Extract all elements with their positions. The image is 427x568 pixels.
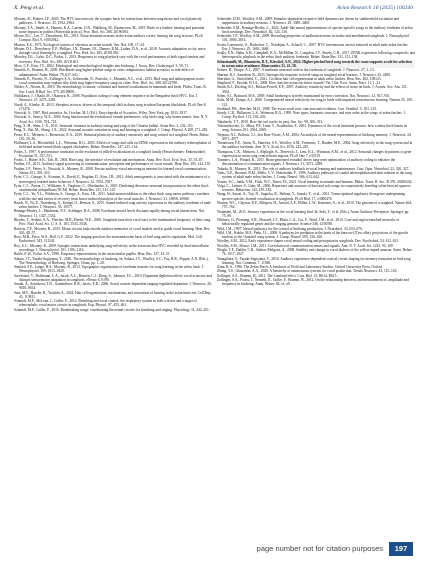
reference-entry: Vates, G.E., Broome, B.M., Mello, C.V., Nottebohm, F., 1996. Auditory pathways of caudal telencephalon and their relation to the song system of adult male zebra finches. J. Comp. Neurol. 366, 613–642.: [217, 171, 412, 180]
reference-entry: Sober, S.J., Brainard, M.S., 2009. Adult birdsong is actively maintained by error correction. Nat. Neurosci. 12, 927–931.: [217, 94, 391, 99]
reference-entry: Nishikawa, J., Okada, M., Okanoya, K., 2008. Population coding of song element sequence in the Bengalese finch HVC. Eur. J. Neurosci. 27, 3273–3283.: [14, 93, 198, 103]
reference-entry: Sharma, K.J., Sarrafian, B., 2023. Interspecific response to novel songs in songbird vocal learners. J. Neurosci. 43, 4490.: [217, 72, 391, 77]
reference-entry: Rauch, N., Ni, E., Nurenberg, A., Kempf, O., Bencze, S., 2015. Sound-induced song activity expression in the auditory forebrain of male zebra finches. J. Neurosci. 35, 10377.: [14, 200, 211, 210]
reference-entry: Roberts, T.F., Mooney, R., 2013. Motor circuits help encode auditory memories of vocal models used to guide vocal learning. Hear. Res. 303, 48–57.: [14, 226, 211, 235]
reference-entry: Phillmore, L.S., Bloomfield, L.L., Weisman, R.G., 2003. Effects of songs and calls on ZENK expression in the auditory telencephalon of field-and isolate-reared black capped chickadees. Behav. Brain Res. 147, 125–134.: [14, 141, 211, 150]
reference-entry: Moseley, D.L., Lahti, D.C., Podos, J., 2013. Responses to song playback vary with the vocal performance of both signal senders and receivers. Proc. Biol. Sci. 280, 20131401.: [14, 55, 205, 64]
journal-citation: Avian Research 16 (2025) 100240: [336, 5, 413, 11]
reference-entry: Pytte, C.L., Parent, C., Wildstein, S., Varghese, C., Oberlander, S., 2010. Deafening decreases neuronal incorporation in the zebra finch caudomedial nidopallium (NCM). Behav. Brain Res. 211, 141–147.: [14, 183, 209, 193]
reference-entry: Whitney, O., Pfenning, A.R., Howard, J.T., Blatti, C.A., Liu, F., Ward, J.M., et al., 2014. Core and region-enriched networks of behaviorally regulated genes and the singing genome. Science 346, 1256780.: [217, 218, 400, 227]
reference-entry: Nowicki, S., 1987. Bird acoustics. In: Crocker, M.J. (Ed.), Encyclopedia of Acoustics. Wiley, New York, pp. 1813–1817.: [14, 111, 188, 116]
reference-entry: Ruble, E.W., Fodor, S.A., 1998. Frequency representation in the avian basilar papilla. Hear. Res. 127, 43–51.: [14, 252, 171, 257]
reference-entry: Sturdy, C.B., Phillmore, L.S., Weisman, R.G., 1999. Note types, harmonic structure, and note order in the songs of zebra finches. J. Comp. Psychol. 113, 194–203.: [217, 111, 406, 120]
reference-entry: Schneider, D.M., Woolley, S.M., 2009. Stimulus-dependent receptive field dynamics are driven by subthreshold excitation and suppression in auditory neurons. J. Neurosci. 29, 3389–3400.: [217, 17, 400, 26]
page-footer: [0, 542, 427, 558]
reference-entry: Ross, M.R., Price, W.S., Ball, G.F., 2022. The singing question: the neuroendocrine basis of bird song and its regulation. Mol. Cell. Endocrinol. 545, 111541.: [14, 235, 203, 244]
reference-entry: Timmers, L.A., Pinaud, R., 2011. Brain-generated estradiol drives long-term optimization of auditory coding to enhance the discrimination of communication signals. J. Neurosci. 31, 3273–3289.: [217, 158, 396, 167]
reference-entry: Prather, J.F., 2013. Auditory signal processing in communication: perception and performance of vocal sounds. Hear. Res. 305, 144–155.: [14, 162, 212, 167]
reference-entry: Scotto-Lomassese, S., Rochefort, C., Nshdejan, A., Scharff, C., 2007. HVC interneurons are not renewed in adult male zebra finches. Eur. J. Neurosci. 25, 1663–1668.: [217, 42, 409, 51]
reference-entry: Podos, J., 1997. A performance constraint on the evolution of trilled vocalizations in a songbird family (Passeriformes: Emberizidae). Evolution 51, 537–551.: [14, 149, 206, 158]
reference-entry: Nemeth, E., Brumm, H., 2009. Blackbirds sing higher-pitched songs in cities: adaptation to habitat acoustics or side-effect of urbanization? Anim. Behav. 78, 637–641.: [14, 68, 194, 77]
reference-entry: Pytte, C.L., George, S., Korman, S., David, E., Bogdan, D., Kirn, J.R., 2012. Adult neurogenesis is associated with the maintenance of a stereotyped, learned motor behavior. J. Neurosci. 32, 7052–7057.: [14, 175, 210, 184]
reference-entry: Schmidt, M.F., McLean, J., Goller, F., 2012. Breathing and vocal control: the respiratory system as both a driver and a target of telencephalic vocal motor circuits in songbirds. Exp. Physiol. 97, 455–461.: [14, 299, 197, 308]
reference-entry: Wright, T.F., Dahlin, C.R., Salinas-Melgoza, A., 2008. Stability and change in vocal dialects of the yellow-naped amazon. Anim. Behav. 76, 1017–1027.: [217, 248, 413, 257]
reference-entry: Rhodes, T., Seibert, A.A., Fletcher, M.R., Beebe, W.E., 2006. Songbirds tune their vocal tract to the fundamental frequency of their song. Proc. Natl. Acad. Sci. U. S. A. 103, 5543–5546.: [14, 218, 212, 227]
reference-entry: Schneider, J.P., Woolley, S.M., 2009. Revealing properties of midbrain neurons in awake and anesthetized songbirds. J. Neurophysiol. 101, 3000–3014.: [217, 34, 410, 43]
reference-entry: Yanagihara, S., Yazaki-Sugiyama, Y., 2016. Auditory experience-dependent cortical circuit shaping for memory formation in bird song learning. Nat. Commun. 7, 11946.: [217, 256, 411, 265]
reference-entry: Sarvestani, V., Hoffmann, L.A., Jacob, A.L., Benzon, C.J., Dong, S., Johnson, F.L., 2019. Dopamine depletion affects vocal acoustics and disrupts sensorimotor adaptation in songbirds. eNeuro 6, 0190.: [14, 273, 212, 282]
reference-entry: Woolley, S.M., Moore, J.M., 2011. Coevolution in communication senses and signals. Ann. N. Y. Acad. Sci. 1225, 93–109.: [217, 243, 394, 248]
reference-entry: Mooney, T.A., Smith, A., Hansen, K.A., Larsen, O.N., Wahlberg, M., Rasmussen, M., 2019. Birds of a feather: hearing and potential noise impacts in puffins (Fratercula arctica). Proc. Biol. Sci. 286, 20190184.: [14, 25, 205, 34]
reference-entry: Sasaki, A., Sotnikova, T.D., Gainetdinov, R.R., Jarvis, E.D., 2006. Social context-dependent singing-regulated dopamine. J. Neurosci. 26, 9010–9014.: [14, 282, 212, 291]
reference-entry: Sakata, J.T., Yazaki-Sugiyama, Y., 2020. The neuroethology of birdsong. In: Sakata, J.T., Woolley, S.C., Fay, R.R., Popper, A.N. (Eds.), The Neuroethology of Birdsong. Springer, Cham, pp. 1–20.: [14, 256, 209, 265]
reference-entry: Peng, X., Bai, M., Sheng, J.X., 2022. Seasonal acoustic variation in song and hearing in a songbird. J. Comp. Physiol. A 208, 271–282.: [14, 128, 209, 133]
reference-entry: Zollinger, S.A., Brumm, H., 2011. The Lombard effect. Curr. Biol. 21, R614–R615.: [217, 273, 338, 278]
reference-entry: Thompson, C.K., Meitzen, J., Replogle, K., Drnevich, J., Lent, K.L., Wissman, A.M., et al., 2012. Seasonal changes in patterns of gene expression in avian song control brain regions. PLoS One 7, e35119.: [217, 149, 412, 158]
reference-entry: Takahashi, T.T., 2010. How the owl tracks its prey. Am. Sci. 98, 306–313.: [217, 119, 324, 124]
reference-entry: Wild, J.M., 1997. Neural pathways for the control of birdsong production. J. Neurobiol. 33, 653–670.: [217, 226, 363, 231]
reference-entry: Tokuda, R., Mooney, R., 2012. The role of auditory feedback in vocal learning and maintenance. Curr. Opin. Neurobiol. 22, 320–327.: [217, 166, 410, 171]
reference-entry: Nordt, A., Klenke, R., 2013. Sleepless in town: drivers of the temporal shift in dawn song in urban European blackbirds. PLoS One 8, e71476.: [14, 102, 207, 111]
reference-entry: Sato, M.F., Hasebe, R., Yoshida, S., 2024. Hair cell regeneration, mechanisms, and restoration of hearing in the avian inner ear. Cell Rep. 43, 113811.: [14, 290, 212, 299]
reference-entry: Scully, E.N., Hahn, A.H., Campbell, K.A., McMillan, N., Congdon, J.V., Sturdy, C.B., 2017. ZENK expression following conspecific and heterospecific playback in the zebra finch auditory forebrain. Behav. Brain Res. 331, 151–158.: [217, 51, 415, 60]
reference-entry: Sheridan, G., Stritchfield, C., 2021. Cochlear hair cell regeneration in adult zebra finches. Hear. Res. 402, 108123.: [217, 76, 382, 81]
reference-entry: Vernes, S.C., Janik, V.M., Fitch, W.T., Slater, P.J., 2021. Vocal learning in animals and humans. Philos. Trans. R. Soc. B 376, 20200234.: [217, 179, 413, 184]
reference-entry: Wang, H., Sawai, A., Toji, N., Sugioka, R., Shibata, Y., Suzuki, Y., et al., 2021. Transcriptional regulatory divergence underpinning species-specific learned vocalization in songbirds. PLoS Biol. 17, e3000476.: [217, 192, 406, 201]
reference-entry: Nelder, A., Nissen, R., 2019. The neurobiology of innate, volitional and learned vocalizations in mammals and birds. Philos. Trans. R. Soc. Lond. B Biol. Sci. 375, 20190081.: [14, 85, 207, 94]
reference-entry: Moss, C.F., Kim, J.Y., 2002. Ethological and neurobiological insights into birdsong. J. Assoc. Res. Otolaryngol. 3, 59–71.: [14, 64, 189, 69]
reference-entry: Nowicki, S., Searcy, W.A., 2004. Song function and the evolution of female preferences: why birds sing, why brains matter. Ann. N. Y. Acad. Sci. 1016, 704–723.: [14, 115, 208, 124]
reference-entry: Theunissen, F.E., Amin, N., Shaevitz, S.S., Woolley, S.M., Fremouw, T., Hauber, M.E., 2004. Song selectivity in the song system and in the auditory forebrain. Ann. N. Y. Acad. Sci. 1016, 222–245.: [217, 141, 413, 150]
reference-entry: Schmidt, M.F., Goller, F., 2016. Breathtaking songs: coordinating the neural circuits for breathing and singing. Physiology 31, 442–451.: [14, 307, 210, 312]
reference-entry: Stoddard, P.K., Beecher, M.D., 1988. The avian vocal tract: function and evolution. Curr. Ornithol. 5, 101–123.: [217, 106, 377, 111]
reference-entry: Zollinger, S.A., Podos, J., Nemeth, E., Goller, F., Brumm, H., 2012. On the relationship between, and measurement of, amplitude and frequency in birdsong. Anim. Behav. 84, e1–e9.: [217, 278, 409, 287]
references-column-right: [217, 17, 415, 531]
reference-entry: Roy, A.C., Mooney, R., 2009. Synaptic interactions underlying song-selectivity in the avian nucleus HVC revealed by dual intracellular recordings. J. Neurophysiol. 101, 1106–1116.: [14, 243, 209, 252]
reference-entry: Morton, E.S., 1975. Ecological sources of selection on avian sounds. Am. Nat. 109, 17–34.: [14, 42, 145, 47]
reference-entry: Shepherd, F., Pawlak, H.I.A., 2008. How does the avian ear detect sounds? Vet. Clin. Exot. Anim. Pract. 11, 1–21.: [217, 81, 381, 86]
references-column-left: [14, 17, 212, 531]
reference-entry: Solis, M.M., Doupe, A.J., 2000. Compromised neural selectivity for song in birds with impaired sensorimotor learning. Neuron 25, 109–121.: [217, 98, 414, 107]
reference-entry: Mooney, R., Prather, J.F., 2005. The HVC microcircuit: the synaptic basis for interactions between song motor and vocal plasticity pathways. J. Neurosci. 25, 1952–1964.: [14, 17, 202, 26]
page-header: [14, 5, 413, 15]
reference-entry: Peng, X.-H., Shen, J.-X., 2011. Seasonal variation in auditory tuning and song of the Chinese bulbul. Avian Res. 2, 102–110.: [14, 123, 194, 128]
running-head: X. Peng et al.: [14, 5, 45, 11]
reference-entry: Sebastianelli, M., Blumstein, D.T., Kirschel, A.N., 2022. Higher-pitched bird song towards the coast supports a role for selection in ocean noise avoidance. Bioacoustics 31, 41–58.: [217, 60, 415, 69]
reference-entry: Voigt, C., Leitner, S., Gahr, M., 2006. Repertoire and structure of duet and solo songs in cooperatively breeding white-browed sparrow weavers. Behaviour 143, 159–182.: [217, 183, 411, 193]
reference-entry: Perez, E.C., Meitzen, J., Brenowitz, E.A., 2019. Seasonal plasticity of auditory sensitivity and song control in a songbird. Horm. Behav. 110, 29–36.: [14, 132, 210, 141]
reference-entry: Schneider, S.M., Remage-Healey, L., 2022. Adult-like neural representations of species-specific songs in the auditory forebrain of zebra finch nestlings. Dev. Neurobiol. 82, 124–136.: [217, 25, 413, 34]
reference-entry: Terpstra, N.J., Bolhuis, J.J., den Boer-Visser, A.M., 2004. An analysis of the neural representation of birdsong memory. J. Neurosci. 24, 4971–4977.: [217, 132, 412, 141]
reference-entry: Zhang, Y.S., Ghazanfar, A.A., 2020. A hierarchy of autonomous systems for vocal production. Trends Neurosci. 43, 115–126.: [217, 269, 398, 274]
reference-entry: Podos, J., Huber, S.K., Taft, B., 2004. Bird song: the interface of evolution and mechanism. Annu. Rev. Ecol. Evol. Syst. 35, 55–87.: [14, 158, 204, 163]
reference-entry: Warren, W.C., Clayton, D.F., Ellegren, H., Arnold, A.P., Hillier, L.W., Künstner, A., et al., 2010. The genome of a songbird. Nature 464, 757–762.: [217, 200, 412, 210]
reference-entry: Watanabe, M., 2011. Sensory experience in the vocal learning bird. In: Seki, Y., et al. (Eds.), Avian Auditory Perception. Springer, pp. 75–96.: [217, 209, 410, 218]
footer-note: page number not for citation purposes: [256, 544, 383, 553]
reference-entry: Tchernichovski, O., Mitra, P.P., Lints, T., Nottebohm, F., 2001. Dynamics of the vocal imitation process: how a zebra finch learns its song. Science 291, 2564–2569.: [217, 124, 408, 133]
reference-entry: Smith, R.J., Dooling, R.J., Brittan-Powell, E.F., 2007. Auditory sensitivity and the effects of noise on birds. J. Acoust. Soc. Am. 121, 3034.: [217, 85, 408, 94]
reference-entry: Prather, J.F., Peters, S., Nowicki, S., Mooney, R., 2008. Precise auditory-vocal mirroring in neurons for learned vocal communication. Nature 451, 305–310.: [14, 166, 207, 175]
reference-entry: Zann, R.A., 1996. The Zebra Finch: A Synthesis of Field and Laboratory Studies. Oxford University Press, Oxford.: [217, 265, 383, 270]
page-number: 197: [389, 542, 413, 556]
reference-entry: Remage-Healey, L., Maidment, N.T., Schlinger, B.A., 2008. Forebrain steroid levels fluctuate rapidly during social interactions. Nat. Neurosci. 11, 1327–1334.: [14, 209, 205, 218]
reference-entry: Wild, J.M., Kubke, M.F., Peña, J.L., 2008. A pathway for predation in the brain of the barn owl (Tyto alba): projections of the gracile nucleus to the 'claustral' song system. J. Comp. Neurol. 509, 156–166.: [217, 230, 409, 240]
reference-entry: Sanford, S.E., Lange, H.S., Mooney, R., 2013. Topographic organization of forebrain neurons for song learning in the zebra finch. J. Neurophysiol. 109, 1813–1820.: [14, 265, 205, 274]
reference-entry: Pytte, C.L., Yu, Y.L., Wildstein, S., George, S., Kirn, J.R., 2011. Adult neuron addition to the zebra finch song motor pathway correlates with the rate and extent of recovery from botox-induced paralysis of the vocal muscles. J. Neurosci. 31, 16958–16968.: [14, 192, 210, 201]
reference-entry: Woolley, S.M., 2012. Early experience shapes vocal neural coding and perception in songbirds. Dev. Psychobiol. 54, 612–631.: [217, 239, 400, 244]
reference-entry: Mouter, D.L., Derryberry, E.P., Phillips, J.N., Danner, J.E., Danner, R.M., Luther, D.A., et al., 2018. Acoustic adaptation to city noise through vocal learning by a songbird. Proc. Biol. Sci. 285, 20181356.: [14, 46, 206, 56]
reference-entry: Moore, R.C., Lee, T., Theunissen, F.E., 2013. Noise-invariant neurons in the avian auditory cortex: hearing the song in noise. PLoS Comput. Biol. 9, e1002942.: [14, 34, 203, 43]
reference-entry: Seltzer, H., Doupe, A.J., 2007. A nonlinear neuronal code in the forebrain of songbirds. J. Neurosci. 27, 1–13.: [217, 68, 375, 73]
reference-entry: Nemeth, E., Pieretti, N., Zollinger, S.A., Geberzahn, N., Partecke, J., Miranda, A.C., et al., 2013. Bird song and anthropogenic noise: vocal constraints may explain why birds sing higher-frequency songs in cities. Proc. Biol. Sci. 280, 20122798.: [14, 76, 205, 86]
